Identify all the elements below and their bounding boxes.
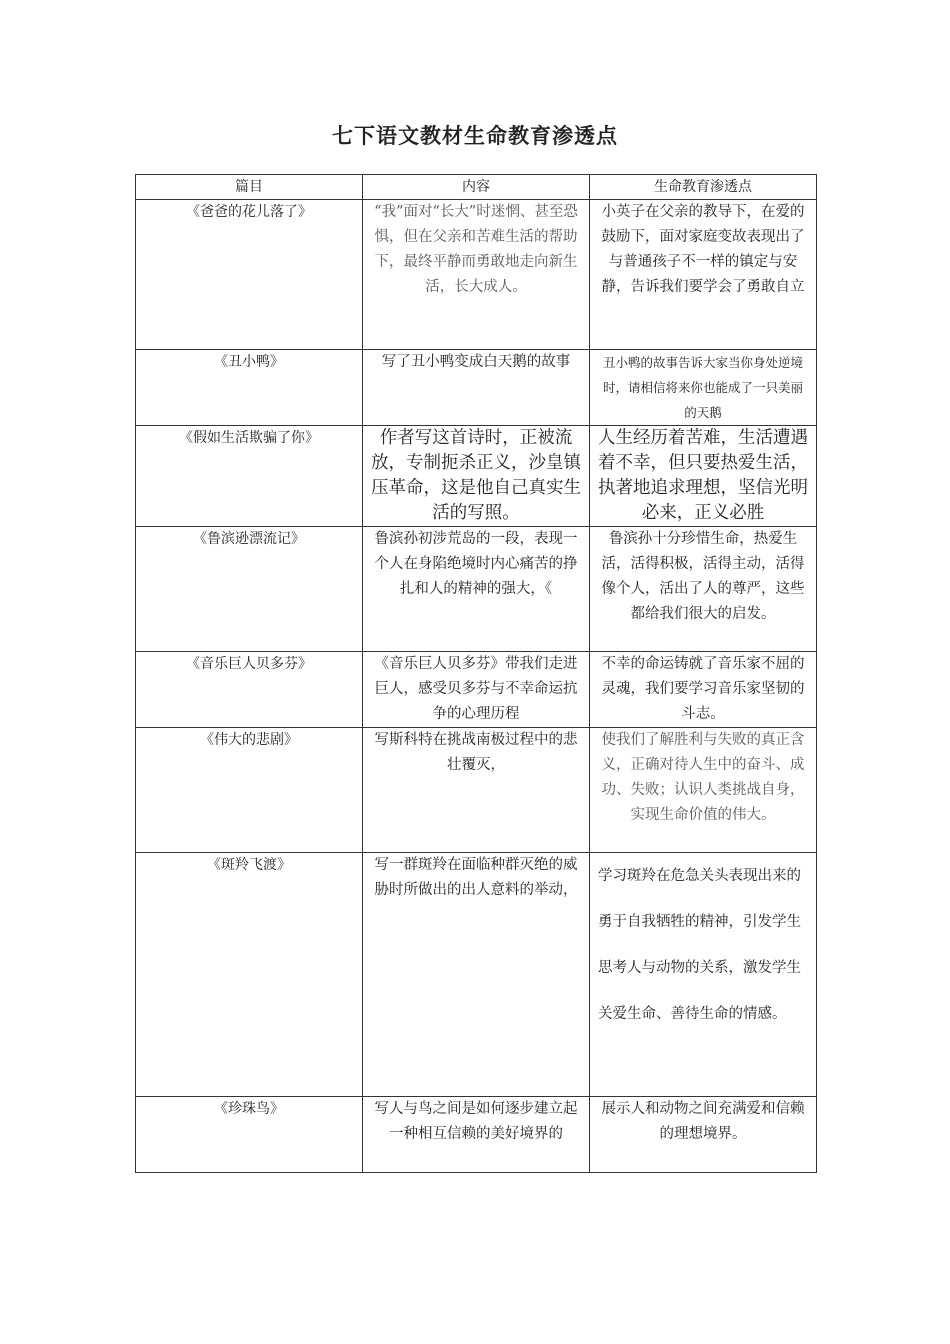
- lesson-point: 学习斑羚在危急关头表现出来的勇于自我牺牲的精神，引发学生思考人与动物的关系，激发学生关爱生命、善待生命的情感。: [590, 853, 817, 1097]
- header-title: 篇目: [136, 175, 363, 200]
- lesson-point: 人生经历着苦难，生活遭遇着不幸，但只要热爱生活，执著地追求理想，坚信光明必来，正义必胜: [590, 426, 817, 527]
- lesson-title: 《斑羚飞渡》: [136, 853, 363, 1097]
- lesson-content: 写人与鸟之间是如何逐步建立起一种相互信赖的美好境界的: [363, 1097, 590, 1173]
- lesson-point: 不幸的命运铸就了音乐家不屈的灵魂，我们要学习音乐家坚韧的斗志。: [590, 652, 817, 728]
- lesson-title: 《音乐巨人贝多芬》: [136, 652, 363, 728]
- lesson-title: 《伟大的悲剧》: [136, 728, 363, 853]
- table-row: [136, 426, 817, 527]
- lesson-point: 使我们了解胜利与失败的真正含义，正确对待人生中的奋斗、成功、失败；认识人类挑战自身，实现生命价值的伟大。: [590, 728, 817, 853]
- lesson-content: 《音乐巨人贝多芬》带我们走进巨人，感受贝多芬与不幸命运抗争的心理历程: [363, 652, 590, 728]
- lesson-point: 鲁滨孙十分珍惜生命，热爱生活，活得积极，活得主动，活得像个人，活出了人的尊严，这些都给我们很大的启发。: [590, 527, 817, 652]
- lesson-title: 《爸爸的花儿落了》: [136, 200, 363, 350]
- lesson-content: 写了丑小鸭变成白天鹅的故事: [363, 350, 590, 426]
- table-row: [136, 728, 817, 853]
- lesson-title: 《丑小鸭》: [136, 350, 363, 426]
- lesson-point: 展示人和动物之间充满爱和信赖的理想境界。: [590, 1097, 817, 1173]
- table-row: [136, 853, 817, 1097]
- table-row: [136, 350, 817, 426]
- lesson-content: 写一群斑羚在面临种群灭绝的威胁时所做出的出人意料的举动，: [363, 853, 590, 1097]
- table-header-row: [136, 175, 817, 200]
- lesson-point: 丑小鸭的故事告诉大家当你身处逆境时，请相信将来你也能成了一只美丽的天鹅: [590, 350, 817, 426]
- table-row: [136, 652, 817, 728]
- lesson-title: 《鲁滨逊漂流记》: [136, 527, 363, 652]
- lesson-title: 《珍珠鸟》: [136, 1097, 363, 1173]
- lesson-table: [135, 174, 817, 1173]
- lesson-content: 写斯科特在挑战南极过程中的悲壮覆灭，: [363, 728, 590, 853]
- lesson-point: 小英子在父亲的教导下，在爱的鼓励下，面对家庭变故表现出了与普通孩子不一样的镇定与安静，告诉我们要学会了勇敢自立: [590, 200, 817, 350]
- lesson-content: 鲁滨孙初涉荒岛的一段，表现一个人在身陷绝境时内心痛苦的挣扎和人的精神的强大，《: [363, 527, 590, 652]
- table-row: [136, 1097, 817, 1173]
- lesson-content: “我”面对“长大”时迷惘、甚至恐惧，但在父亲和苦难生活的帮助下，最终平静而勇敢地走向新生活，长大成人。: [363, 200, 590, 350]
- header-content: 内容: [363, 175, 590, 200]
- lesson-content: 作者写这首诗时，正被流放，专制扼杀正义，沙皇镇压革命，这是他自己真实生活的写照。: [363, 426, 590, 527]
- header-point: 生命教育渗透点: [590, 175, 817, 200]
- table-row: [136, 527, 817, 652]
- page-title: 七下语文教材生命教育渗透点: [332, 123, 618, 148]
- lesson-title: 《假如生活欺骗了你》: [136, 426, 363, 527]
- table-row: [136, 200, 817, 350]
